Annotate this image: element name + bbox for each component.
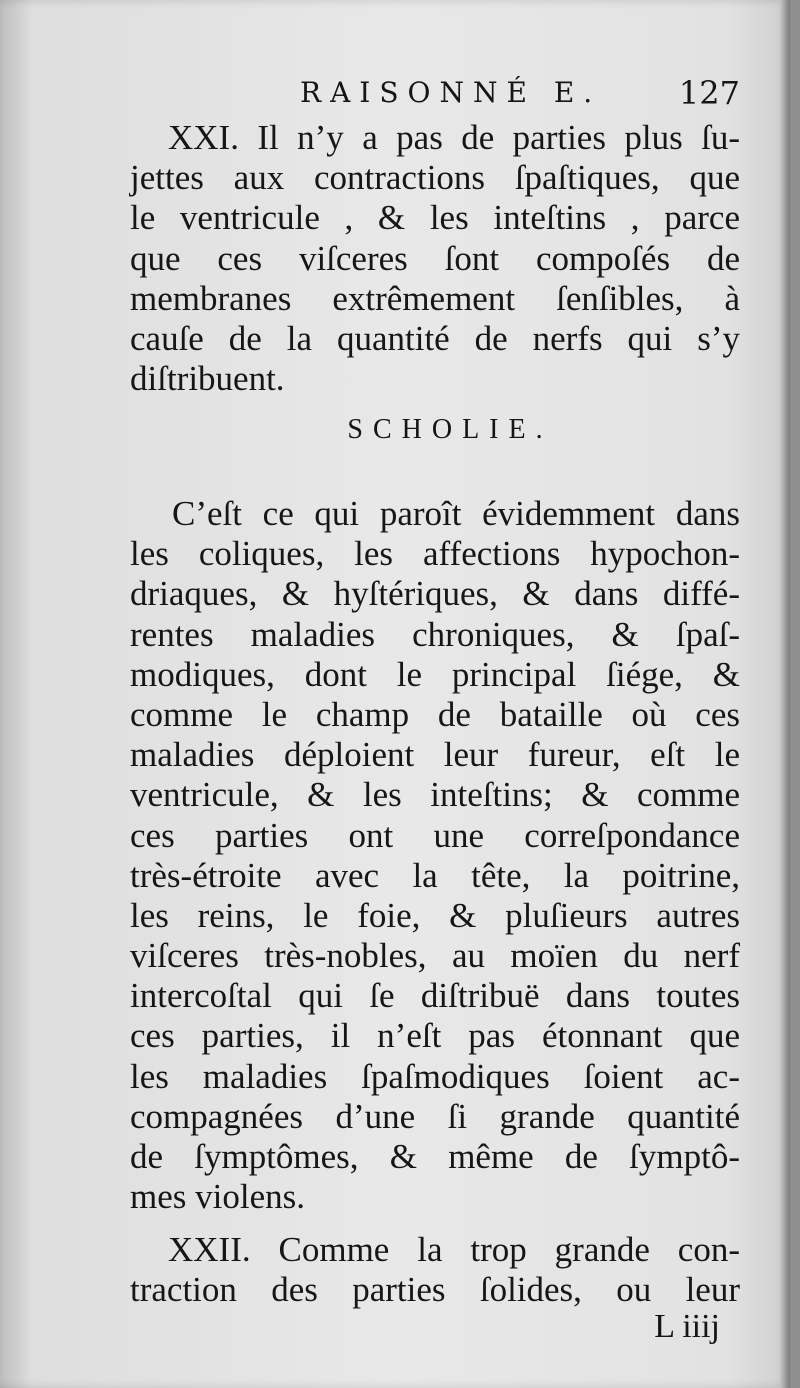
text-line: compagnées d’une ſi grande quantité bbox=[130, 1096, 740, 1136]
text-line: diſtribuent. bbox=[130, 359, 285, 399]
text-line: rentes maladies chroniques, & ſpaſ- bbox=[130, 614, 740, 654]
text-line: ventricule, & les inteſtins; & comme bbox=[130, 775, 740, 815]
text-line: XXI. Il n’y a pas de parties plus ſu- bbox=[168, 118, 740, 157]
text-line: les coliques, les affections hypochon- bbox=[130, 534, 740, 574]
text-line: mes violens. bbox=[130, 1177, 305, 1217]
text-line: modiques, dont le principal ſiége, & bbox=[130, 654, 740, 694]
text-line: driaques, & hyſtériques, & dans diffé- bbox=[130, 574, 740, 614]
text-line: XXII. Comme la trop grande con- bbox=[168, 1230, 740, 1269]
text-line: membranes extrêmement ſenſibles, à bbox=[130, 278, 740, 318]
text-line: comme le champ de bataille où ces bbox=[130, 694, 740, 734]
text-line: les reins, le foie, & pluſieurs autres bbox=[130, 895, 740, 935]
page-header bbox=[300, 76, 740, 116]
text-line: cauſe de la quantité de nerfs qui s’y bbox=[130, 318, 740, 358]
text-line: ces parties ont une correſpondance bbox=[130, 815, 740, 855]
text-line: ces parties, il n’eſt pas étonnant que bbox=[130, 1016, 740, 1056]
paragraph-scholie bbox=[130, 494, 740, 1217]
page-edge-shadow bbox=[780, 0, 790, 1388]
text-line: intercoſtal qui ſe diſtribuë dans toutes bbox=[130, 976, 740, 1016]
text-line: les maladies ſpaſmodiques ſoient ac- bbox=[130, 1056, 740, 1096]
signature-mark: L iiij bbox=[654, 1308, 720, 1345]
text-line: le ventricule , & les inteſtins , parce bbox=[130, 198, 740, 238]
text-line: C’eſt ce qui paroît évidemment dans bbox=[172, 494, 740, 533]
text-line: très-étroite avec la tête, la poitrine, bbox=[130, 855, 740, 895]
running-title: RAISONNÉ E. bbox=[300, 76, 602, 109]
text-line: traction des parties ſolides, ou leur bbox=[130, 1270, 740, 1310]
text-line: viſceres très-nobles, au moïen du nerf bbox=[130, 936, 740, 976]
section-heading-scholie: SCHOLIE. bbox=[347, 414, 553, 445]
page-number: 127 bbox=[678, 74, 740, 112]
text-line: maladies déploient leur fureur, eſt le bbox=[130, 735, 740, 775]
text-line: de ſymptômes, & même de ſymptô- bbox=[130, 1137, 740, 1176]
text-line: que ces viſceres ſont compoſés de bbox=[130, 238, 740, 278]
paragraph-xxi bbox=[130, 118, 740, 399]
paragraph-xxii bbox=[130, 1230, 740, 1310]
text-line: jettes aux contractions ſpaſtiques, que bbox=[130, 158, 740, 198]
